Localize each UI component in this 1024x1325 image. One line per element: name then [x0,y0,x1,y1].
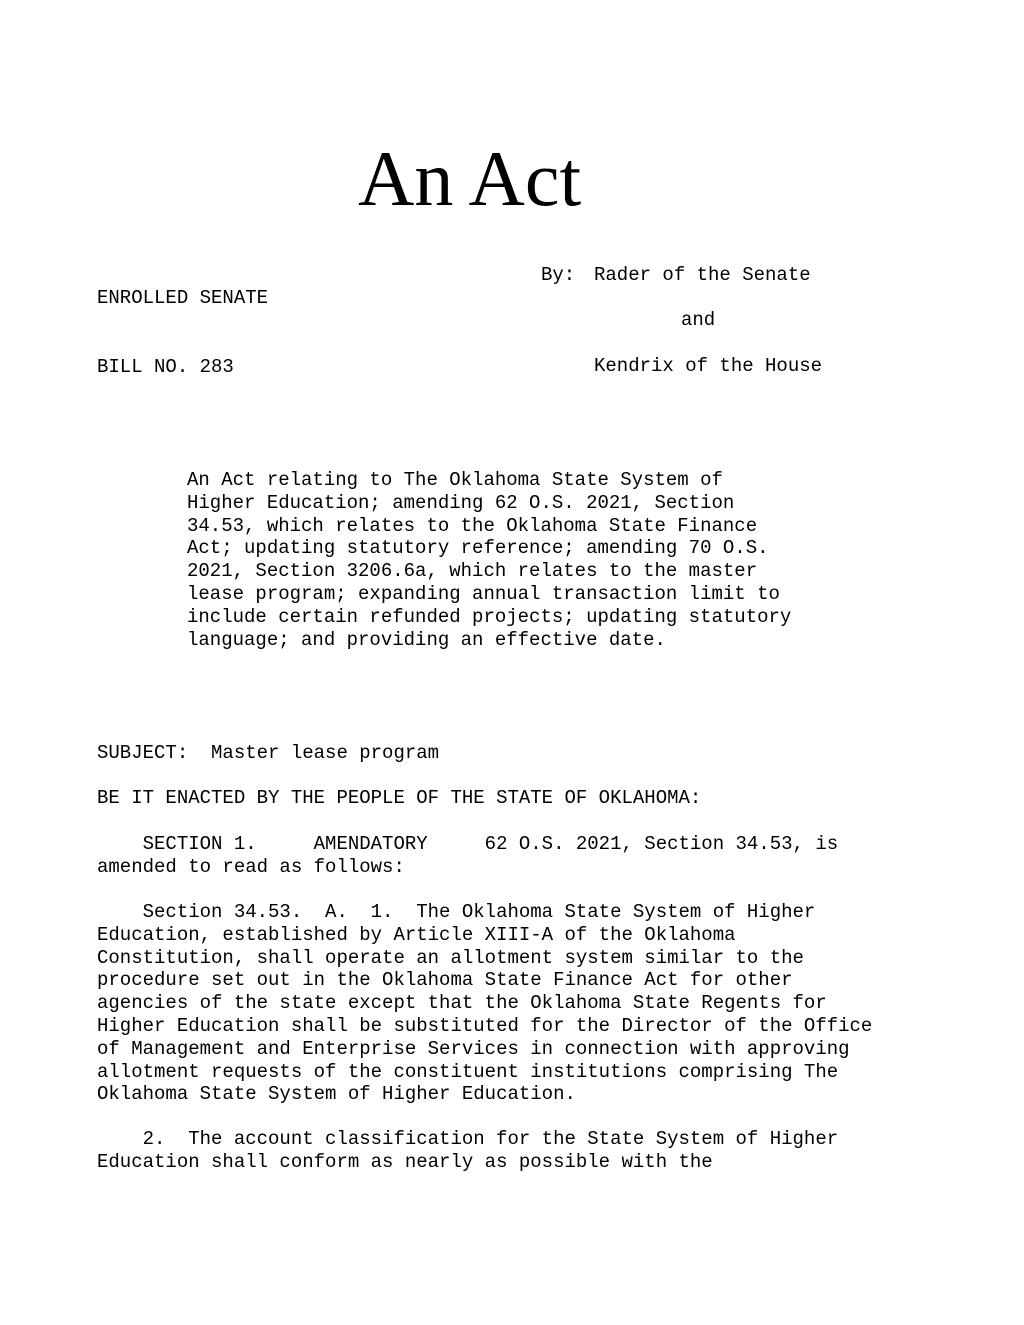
house-author: Kendrix of the House [594,355,823,377]
section-1-paragraph-1: Section 34.53. A. 1. The Oklahoma State System of Higher Education, established by Article XIII-A of the Oklahoma Constitution, shall operate an allotment system similar to the procedure set out in the Oklahoma State Finance Act for other agencies of the state except that the Oklahoma State Regents for Higher Education shall be substituted for the Director of the Office of Management and Enterprise Services in connection with approving allotment requests of the constituent institutions comprising The Oklahoma State System of Higher Education. [97,901,873,1106]
subject-line: SUBJECT: Master lease program [97,742,440,764]
section-1-paragraph-2: 2. The account classification for the State System of Higher Education shall conform as nearly as possible with the [97,1128,839,1173]
bill-line-2: BILL NO. 283 [97,356,234,378]
section-1-heading: SECTION 1. AMENDATORY 62 O.S. 2021, Section 34.53, is amended to read as follows: [97,833,839,878]
enacting-clause: BE IT ENACTED BY THE PEOPLE OF THE STATE OF OKLAHOMA: [97,787,702,809]
act-summary: An Act relating to The Oklahoma State System of Higher Education; amending 62 O.S. 2021, Section 34.53, which relates to the Oklahoma State Finance Act; updating statutory reference; amending 70 O.S. 2021, Section 3206.6a, which relates to the master lease program; expanding annual transaction limit to include certain refunded projects; updating statutory language; and providing an effective date. [187,469,792,651]
author-conjunction: and [681,309,716,331]
senate-author: Rader of the Senate [594,264,811,286]
document-title: An Act [358,135,582,222]
bill-line-1: ENROLLED SENATE [97,287,269,309]
by-label: By: [541,264,576,286]
bill-identifier [97,241,268,425]
